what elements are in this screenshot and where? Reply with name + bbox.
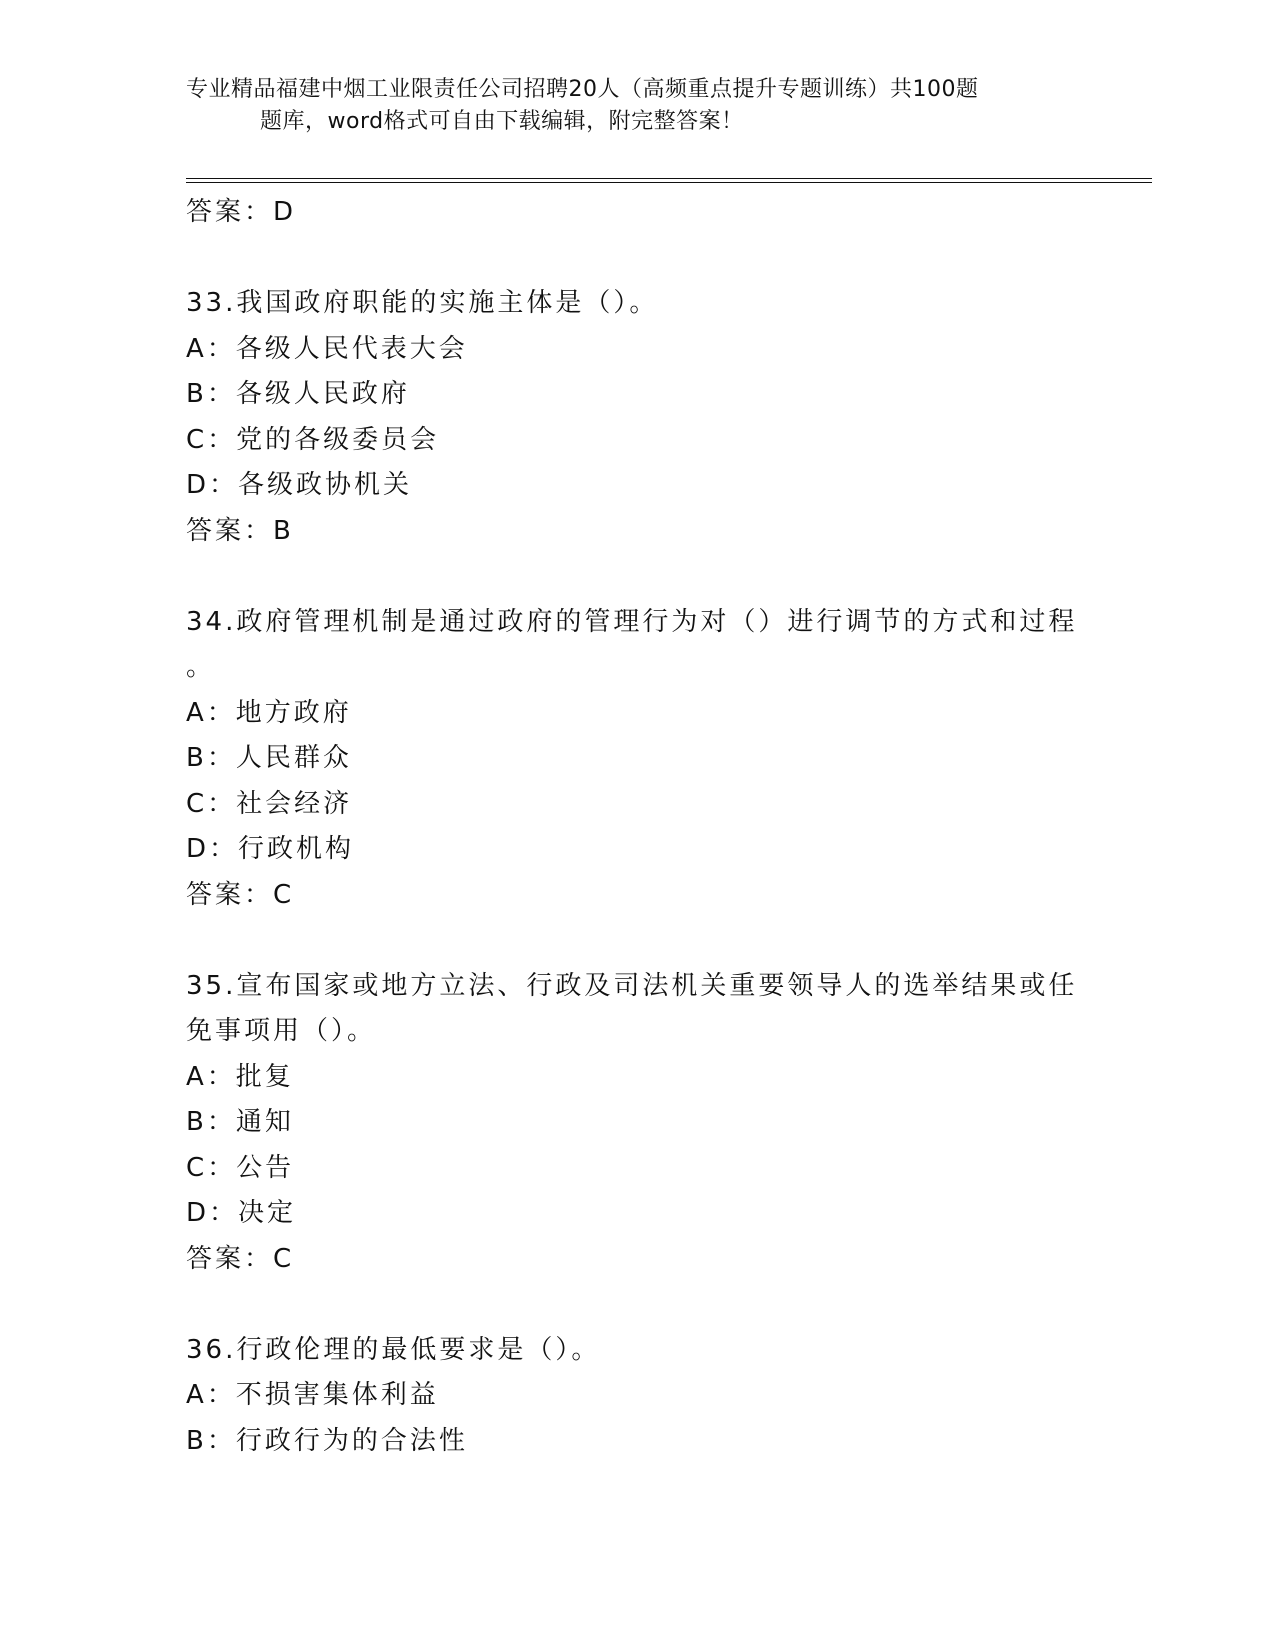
question-stem: 33.我国政府职能的实施主体是（）。	[186, 288, 659, 318]
spacer	[186, 918, 1086, 964]
question-stem: 36.行政伦理的最低要求是（）。	[186, 1334, 601, 1365]
option-c: C：公告	[186, 1152, 295, 1183]
option-a: A：批复	[186, 1061, 294, 1092]
option-d: D：各级政协机关	[186, 470, 413, 500]
option-d: D：行政机构	[186, 834, 355, 864]
question-stem-continued: 。	[186, 652, 216, 682]
option-b: B：通知	[186, 1107, 294, 1137]
header-divider-bottom	[186, 182, 1152, 183]
answer: 答案：C	[186, 879, 295, 910]
option-c: C：党的各级委员会	[186, 424, 440, 455]
question-stem: 34.政府管理机制是通过政府的管理行为对（）进行调节的方式和过程	[186, 606, 1078, 637]
option-b: B：行政行为的合法性	[186, 1425, 468, 1456]
spacer	[186, 554, 1086, 600]
question-35	[186, 964, 1086, 1283]
option-a: A：不损害集体利益	[186, 1380, 439, 1410]
option-b: B：各级人民政府	[186, 379, 410, 409]
previous-answer: 答案：D	[186, 197, 297, 227]
question-34	[186, 600, 1086, 919]
document-header	[186, 74, 1066, 138]
question-33	[186, 281, 1086, 554]
option-c: C：社会经济	[186, 788, 353, 819]
question-36	[186, 1328, 1086, 1465]
option-b: B：人民群众	[186, 743, 352, 773]
header-title-line-1: 专业精品福建中烟工业限责任公司招聘20人（高频重点提升专题训练）共100题	[186, 77, 979, 102]
spacer	[186, 236, 1086, 282]
answer: 答案：B	[186, 515, 294, 546]
header-title-line-2: 题库，word格式可自由下载编辑，附完整答案！	[260, 109, 744, 134]
question-stem: 35.宣布国家或地方立法、行政及司法机关重要领导人的选举结果或任	[186, 970, 1078, 1001]
answer: 答案：C	[186, 1243, 295, 1274]
option-d: D：决定	[186, 1198, 297, 1228]
spacer	[186, 1282, 1086, 1328]
option-a: A：地方政府	[186, 697, 352, 728]
question-stem-continued: 免事项用（）。	[186, 1016, 377, 1046]
header-divider-top	[186, 178, 1152, 179]
option-a: A：各级人民代表大会	[186, 333, 468, 364]
question-list	[186, 190, 1086, 1464]
